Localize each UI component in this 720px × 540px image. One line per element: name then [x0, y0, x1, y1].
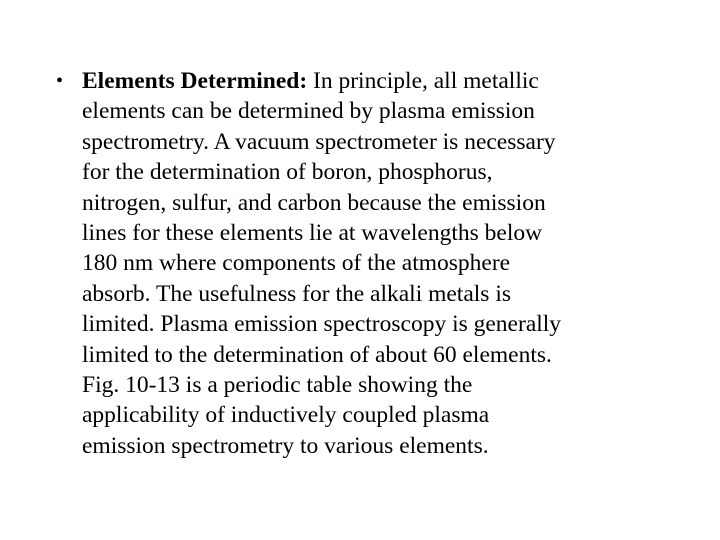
text-line-12: applicability of inductively coupled plasma [82, 402, 490, 429]
text-line-1: In principle, all metallic [307, 68, 539, 94]
text-line-7: 180 nm where components of the atmosphere [82, 250, 511, 277]
text-line-11: Fig. 10-13 is a periodic table showing the [82, 372, 473, 399]
text-line-3: spectrometry. A vacuum spectrometer is necessary [82, 128, 556, 155]
text-line-6: lines for these elements lie at wavelengths below [82, 220, 543, 247]
bullet-marker-icon: • [56, 70, 64, 92]
bullet-item [56, 66, 666, 461]
text-line-2: elements can be determined by plasma emission [82, 98, 535, 125]
text-line-10: limited to the determination of about 60 elements. [82, 341, 552, 368]
text-line-5: nitrogen, sulfur, and carbon because the emission [82, 189, 546, 216]
text-line-8: absorb. The usefulness for the alkali metals is [82, 280, 511, 307]
text-line-13: emission spectrometry to various elements. [82, 432, 489, 459]
bullet-paragraph [56, 66, 666, 461]
first-line [82, 66, 666, 96]
bullet-text [82, 66, 666, 461]
text-line-9: limited. Plasma emission spectroscopy is generally [82, 311, 562, 338]
text-line-4: for the determination of boron, phosphorus, [82, 159, 493, 186]
bullet-lead-heading: Elements Determined: [82, 68, 308, 94]
